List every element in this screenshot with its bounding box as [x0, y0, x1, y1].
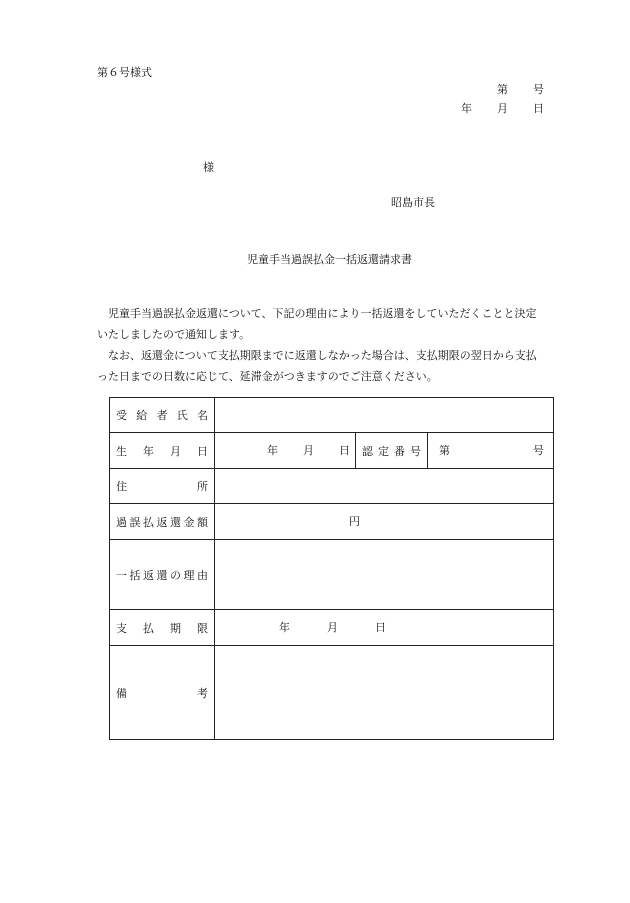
- document-number-suffix: 号: [533, 83, 544, 96]
- label-char: 一: [116, 568, 127, 582]
- refund-amount-field[interactable]: [215, 504, 554, 540]
- label-char: 氏: [176, 409, 188, 422]
- remarks-label: [110, 646, 215, 740]
- label-char: 金: [183, 515, 195, 529]
- label-char: 備: [116, 686, 127, 700]
- label-char: 期: [170, 621, 181, 635]
- row-remarks: [110, 646, 554, 740]
- label-char: 名: [197, 409, 208, 422]
- label-chars: [116, 478, 208, 494]
- label-char: 給: [136, 409, 148, 422]
- row-address: [110, 469, 554, 504]
- birthdate-field[interactable]: [215, 433, 356, 469]
- birthdate-year-unit: 年: [267, 444, 278, 457]
- label-char: 返: [156, 515, 168, 529]
- label-char: 払: [143, 621, 154, 635]
- recipient-name-field[interactable]: [215, 398, 554, 433]
- lump-sum-reason-label: [110, 540, 215, 610]
- cert-number-prefix: 第: [439, 444, 450, 457]
- yen-unit: 円: [349, 515, 360, 528]
- body-paragraph-1: 児童手当過誤払金返還について、下記の理由により一括返還をしていただくことと決定いたしましたので通知します。: [97, 307, 537, 341]
- label-char: 番: [394, 444, 405, 458]
- label-char: 由: [197, 568, 208, 582]
- address-label: [110, 469, 215, 504]
- payment-deadline-field[interactable]: [215, 610, 554, 646]
- label-chars: [116, 443, 208, 459]
- label-char: 還: [156, 568, 168, 582]
- label-char: 住: [116, 480, 127, 493]
- cert-number-suffix: 号: [533, 444, 544, 457]
- row-reason: [110, 540, 554, 610]
- label-chars: [116, 567, 208, 583]
- issue-date-month: 月: [497, 102, 508, 115]
- sender-name: 昭島市長: [391, 196, 435, 209]
- label-char: 認: [362, 444, 373, 458]
- label-chars: [116, 514, 208, 530]
- label-chars: [116, 620, 208, 636]
- label-chars: [116, 407, 208, 423]
- label-char: 返: [143, 568, 154, 582]
- row-deadline: [110, 610, 554, 646]
- row-amount: [110, 504, 554, 540]
- label-chars: [362, 443, 421, 459]
- payment-deadline-label: [110, 610, 215, 646]
- label-char: 者: [156, 409, 168, 422]
- deadline-day-unit: 日: [375, 621, 386, 634]
- lump-sum-reason-field[interactable]: [215, 540, 554, 610]
- issue-date-day: 日: [533, 102, 544, 115]
- certification-number-label: [356, 433, 428, 469]
- issue-date-year: 年: [461, 102, 472, 115]
- birthdate-day-unit: 日: [339, 444, 350, 457]
- document-title: 児童手当過誤払金一括返還請求書: [247, 253, 412, 266]
- label-char: 過: [116, 515, 127, 529]
- label-char: 生: [116, 444, 127, 458]
- claim-form-table: [109, 397, 554, 740]
- label-char: 理: [183, 568, 195, 582]
- label-char: 還: [170, 515, 181, 529]
- label-char: 日: [197, 444, 208, 458]
- label-char: 支: [116, 621, 127, 635]
- deadline-year-unit: 年: [279, 621, 290, 634]
- birthdate-month-unit: 月: [303, 444, 314, 457]
- row-birthdate: [110, 433, 554, 469]
- deadline-month-unit: 月: [327, 621, 338, 634]
- refund-amount-label: [110, 504, 215, 540]
- label-char: 年: [143, 444, 154, 458]
- form-number: 第６号様式: [97, 66, 152, 79]
- certification-number-field[interactable]: [428, 433, 554, 469]
- address-field[interactable]: [215, 469, 554, 504]
- addressee-honorific: 様: [203, 161, 214, 174]
- label-char: 払: [143, 515, 154, 529]
- birthdate-label: [110, 433, 215, 469]
- document-number-prefix: 第: [497, 83, 508, 96]
- label-char: 誤: [129, 515, 141, 529]
- label-char: 括: [129, 568, 141, 582]
- label-char: 号: [410, 444, 421, 458]
- label-char: 限: [197, 621, 208, 635]
- label-char: 定: [378, 444, 389, 458]
- label-chars: [116, 685, 208, 701]
- label-char: 受: [116, 409, 127, 422]
- recipient-name-label: [110, 398, 215, 433]
- remarks-field[interactable]: [215, 646, 554, 740]
- body-paragraph-2: なお、返還金について支払期限までに返還しなかった場合は、支払期限の翌日から支払った日までの日数に応じて、延滞金がつきますのでご注意ください。: [97, 349, 537, 383]
- label-char: 額: [197, 515, 208, 529]
- label-char: 考: [197, 686, 208, 700]
- label-char: の: [170, 568, 181, 582]
- label-char: 月: [170, 444, 181, 458]
- row-recipient-name: [110, 398, 554, 433]
- label-char: 所: [197, 480, 208, 493]
